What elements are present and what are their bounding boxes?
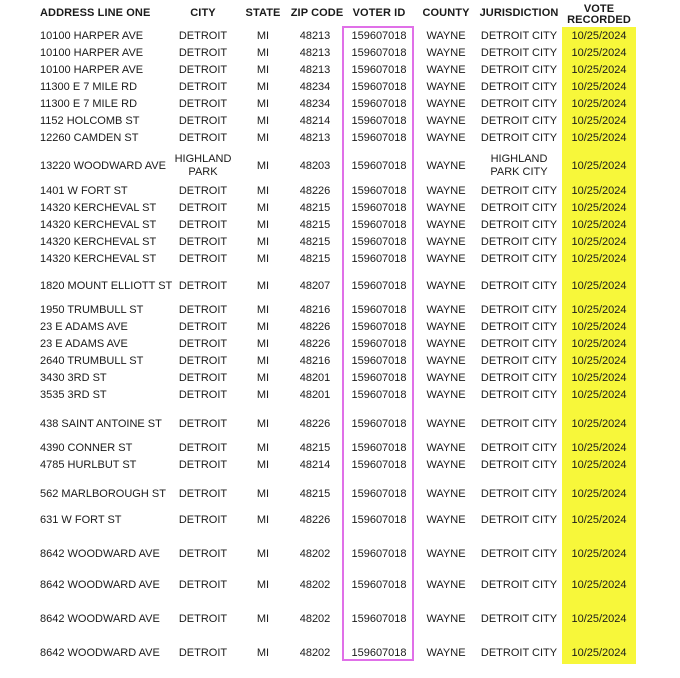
table-row [0,336,680,353]
row-county: WAYNE [426,159,466,172]
row-zip: 48213 [299,30,331,42]
row-address: 8642 WOODWARD AVE [40,612,160,625]
row-voter-id: 159607018 [351,487,407,500]
row-jurisdiction: DETROIT CITY [480,47,558,59]
row-voter-id: 159607018 [351,547,407,560]
row-vote-recorded: 10/25/2024 [571,547,627,560]
row-voter-id: 159607018 [351,459,407,471]
row-voter-id: 159607018 [351,81,407,93]
row-jurisdiction: DETROIT CITY [480,578,558,591]
row-jurisdiction: DETROIT CITY [480,442,558,454]
header-county: COUNTY [422,7,470,19]
row-zip: 48201 [299,372,331,384]
row-county: WAYNE [426,47,466,59]
row-city: DETROIT [178,279,228,292]
row-jurisdiction: DETROIT CITY [480,417,558,430]
row-zip: 48215 [299,442,331,454]
row-vote-recorded: 10/25/2024 [571,321,627,333]
row-address: 10100 HARPER AVE [40,47,144,59]
row-city: DETROIT [178,372,228,384]
row-address: 631 W FORT ST [40,513,122,526]
row-state: MI [256,202,270,214]
row-state: MI [256,279,270,292]
row-state: MI [256,487,270,500]
row-vote-recorded: 10/25/2024 [571,304,627,316]
row-voter-id: 159607018 [351,185,407,197]
row-zip: 48202 [299,547,331,560]
row-jurisdiction: DETROIT CITY [480,321,558,333]
row-voter-id: 159607018 [351,115,407,127]
row-address: 562 MARLBOROUGH ST [40,487,166,500]
row-address: 4785 HURLBUT ST [40,459,137,471]
row-state: MI [256,98,270,110]
table-row [0,183,680,200]
row-state: MI [256,321,270,333]
table-row [0,130,680,147]
row-jurisdiction: DETROIT CITY [480,185,558,197]
row-address: 8642 WOODWARD AVE [40,578,160,591]
row-county: WAYNE [426,81,466,93]
header-zip: ZIP CODE [290,7,344,19]
row-county: WAYNE [426,64,466,76]
row-vote-recorded: 10/25/2024 [571,30,627,42]
row-voter-id: 159607018 [351,417,407,430]
row-address: 10100 HARPER AVE [40,64,144,76]
row-county: WAYNE [426,487,466,500]
row-city: DETROIT [178,132,228,144]
row-city: DETROIT [178,30,228,42]
row-jurisdiction: DETROIT CITY [480,612,558,625]
row-county: WAYNE [426,253,466,265]
row-vote-recorded: 10/25/2024 [571,355,627,367]
row-zip: 48234 [299,98,331,110]
row-county: WAYNE [426,355,466,367]
row-address: 3430 3RD ST [40,372,107,384]
row-jurisdiction: DETROIT CITY [480,459,558,471]
table-row [0,387,680,404]
row-zip: 48202 [299,646,331,659]
row-zip: 48215 [299,219,331,231]
row-county: WAYNE [426,578,466,591]
table-row [0,251,680,268]
row-address: 13220 WOODWARD AVE [40,159,166,172]
row-city: DETROIT [178,98,228,110]
row-city: DETROIT [178,304,228,316]
row-voter-id: 159607018 [351,321,407,333]
row-state: MI [256,81,270,93]
row-county: WAYNE [426,115,466,127]
row-zip: 48213 [299,64,331,76]
row-zip: 48226 [299,513,331,526]
row-county: WAYNE [426,513,466,526]
row-address: 14320 KERCHEVAL ST [40,253,157,265]
row-address: 3535 3RD ST [40,389,107,401]
row-county: WAYNE [426,202,466,214]
table-row [0,28,680,45]
row-zip: 48202 [299,578,331,591]
row-voter-id: 159607018 [351,159,407,172]
row-voter-id: 159607018 [351,442,407,454]
table-row [0,319,680,336]
row-state: MI [256,132,270,144]
row-state: MI [256,372,270,384]
row-city: DETROIT [178,513,228,526]
row-state: MI [256,115,270,127]
row-city: DETROIT [178,459,228,471]
row-zip: 48213 [299,132,331,144]
table-row [0,633,680,673]
row-jurisdiction: DETROIT CITY [480,355,558,367]
row-vote-recorded: 10/25/2024 [571,115,627,127]
table-row [0,410,680,438]
row-zip: 48214 [299,115,331,127]
row-zip: 48234 [299,81,331,93]
row-county: WAYNE [426,338,466,350]
row-city: DETROIT [178,219,228,231]
row-voter-id: 159607018 [351,236,407,248]
row-state: MI [256,219,270,231]
row-county: WAYNE [426,132,466,144]
row-city: DETROIT [178,236,228,248]
row-county: WAYNE [426,459,466,471]
row-city: DETROIT [178,442,228,454]
row-voter-id: 159607018 [351,389,407,401]
table-row [0,302,680,319]
row-vote-recorded: 10/25/2024 [571,389,627,401]
row-vote-recorded: 10/25/2024 [571,64,627,76]
table-row [0,62,680,79]
row-vote-recorded: 10/25/2024 [571,132,627,144]
table-row [0,480,680,508]
row-address: 1820 MOUNT ELLIOTT ST [40,279,173,292]
row-state: MI [256,236,270,248]
row-state: MI [256,64,270,76]
row-county: WAYNE [426,612,466,625]
row-jurisdiction: DETROIT CITY [480,279,558,292]
row-zip: 48213 [299,47,331,59]
row-city: DETROIT [178,338,228,350]
row-address: 23 E ADAMS AVE [40,321,128,333]
row-state: MI [256,612,270,625]
row-city: DETROIT [178,253,228,265]
row-county: WAYNE [426,389,466,401]
row-county: WAYNE [426,372,466,384]
row-voter-id: 159607018 [351,132,407,144]
table-row [0,370,680,387]
row-voter-id: 159607018 [351,372,407,384]
row-city: DETROIT [178,646,228,659]
row-address: 11300 E 7 MILE RD [40,81,138,93]
row-voter-id: 159607018 [351,64,407,76]
row-zip: 48207 [299,279,331,292]
row-zip: 48226 [299,417,331,430]
table-row [0,506,680,534]
row-county: WAYNE [426,321,466,333]
row-state: MI [256,646,270,659]
row-vote-recorded: 10/25/2024 [571,202,627,214]
row-vote-recorded: 10/25/2024 [571,159,627,172]
row-address: 23 E ADAMS AVE [40,338,128,350]
table-row [0,96,680,113]
row-city: DETROIT [178,47,228,59]
row-vote-recorded: 10/25/2024 [571,236,627,248]
row-address: 8642 WOODWARD AVE [40,646,160,659]
row-zip: 48215 [299,487,331,500]
row-voter-id: 159607018 [351,253,407,265]
row-zip: 48202 [299,612,331,625]
row-voter-id: 159607018 [351,646,407,659]
row-voter-id: 159607018 [351,304,407,316]
row-address: 14320 KERCHEVAL ST [40,236,157,248]
row-jurisdiction: DETROIT CITY [480,98,558,110]
row-jurisdiction: DETROIT CITY [480,487,558,500]
row-state: MI [256,547,270,560]
row-county: WAYNE [426,98,466,110]
row-state: MI [256,442,270,454]
row-address: 438 SAINT ANTOINE ST [40,417,162,430]
row-county: WAYNE [426,547,466,560]
row-address: 11300 E 7 MILE RD [40,98,138,110]
row-vote-recorded: 10/25/2024 [571,185,627,197]
row-county: WAYNE [426,442,466,454]
row-city: DETROIT [178,547,228,560]
row-county: WAYNE [426,279,466,292]
table-row [0,147,680,185]
row-county: WAYNE [426,30,466,42]
row-voter-id: 159607018 [351,219,407,231]
row-jurisdiction: DETROIT CITY [480,389,558,401]
row-state: MI [256,30,270,42]
row-state: MI [256,513,270,526]
row-state: MI [256,185,270,197]
row-state: MI [256,253,270,265]
row-city: DETROIT [178,612,228,625]
row-zip: 48214 [299,459,331,471]
row-state: MI [256,355,270,367]
row-jurisdiction: DETROIT CITY [480,30,558,42]
row-state: MI [256,47,270,59]
row-vote-recorded: 10/25/2024 [571,513,627,526]
row-city: DETROIT [178,321,228,333]
table-row [0,200,680,217]
row-vote-recorded: 10/25/2024 [571,98,627,110]
row-county: WAYNE [426,185,466,197]
row-city: DETROIT [178,487,228,500]
row-jurisdiction: DETROIT CITY [480,338,558,350]
row-vote-recorded: 10/25/2024 [571,279,627,292]
table-row [0,457,680,474]
row-county: WAYNE [426,219,466,231]
row-jurisdiction: DETROIT CITY [480,547,558,560]
row-voter-id: 159607018 [351,279,407,292]
row-county: WAYNE [426,304,466,316]
row-voter-id: 159607018 [351,513,407,526]
row-voter-id: 159607018 [351,355,407,367]
row-city: DETROIT [178,185,228,197]
table-row [0,217,680,234]
row-city: DETROIT [178,355,228,367]
row-jurisdiction: DETROIT CITY [480,219,558,231]
row-voter-id: 159607018 [351,612,407,625]
row-vote-recorded: 10/25/2024 [571,338,627,350]
row-vote-recorded: 10/25/2024 [571,646,627,659]
row-zip: 48215 [299,253,331,265]
table-row [0,79,680,96]
row-county: WAYNE [426,236,466,248]
row-address: 1401 W FORT ST [40,185,128,197]
row-vote-recorded: 10/25/2024 [571,47,627,59]
row-jurisdiction: DETROIT CITY [480,646,558,659]
row-vote-recorded: 10/25/2024 [571,487,627,500]
row-city: DETROIT [178,389,228,401]
row-city: HIGHLAND PARK [174,153,232,178]
row-vote-recorded: 10/25/2024 [571,578,627,591]
row-state: MI [256,459,270,471]
row-state: MI [256,304,270,316]
row-jurisdiction: DETROIT CITY [480,132,558,144]
row-voter-id: 159607018 [351,30,407,42]
row-city: DETROIT [178,81,228,93]
row-jurisdiction: DETROIT CITY [480,81,558,93]
table-row [0,113,680,130]
header-vote-recorded: VOTE RECORDED [567,2,631,26]
table-row [0,440,680,457]
row-vote-recorded: 10/25/2024 [571,253,627,265]
row-vote-recorded: 10/25/2024 [571,417,627,430]
row-jurisdiction: HIGHLAND PARK CITY [490,153,548,178]
row-address: 14320 KERCHEVAL ST [40,219,157,231]
row-zip: 48215 [299,236,331,248]
row-zip: 48215 [299,202,331,214]
row-state: MI [256,389,270,401]
row-address: 2640 TRUMBULL ST [40,355,144,367]
row-jurisdiction: DETROIT CITY [480,115,558,127]
row-voter-id: 159607018 [351,338,407,350]
row-jurisdiction: DETROIT CITY [480,513,558,526]
row-zip: 48226 [299,338,331,350]
row-voter-id: 159607018 [351,202,407,214]
table-row [0,45,680,62]
row-address: 1152 HOLCOMB ST [40,115,140,127]
row-state: MI [256,159,270,172]
row-county: WAYNE [426,417,466,430]
header-voter-id: VOTER ID [352,7,406,19]
row-vote-recorded: 10/25/2024 [571,81,627,93]
header-city: CITY [190,7,216,19]
row-city: DETROIT [178,64,228,76]
row-vote-recorded: 10/25/2024 [571,459,627,471]
row-jurisdiction: DETROIT CITY [480,202,558,214]
row-address: 8642 WOODWARD AVE [40,547,160,560]
header-jurisdiction: JURISDICTION [479,7,559,19]
row-address: 4390 CONNER ST [40,442,133,454]
row-vote-recorded: 10/25/2024 [571,612,627,625]
header-address: ADDRESS LINE ONE [40,7,151,19]
row-zip: 48226 [299,185,331,197]
row-jurisdiction: DETROIT CITY [480,236,558,248]
row-address: 14320 KERCHEVAL ST [40,202,157,214]
row-county: WAYNE [426,646,466,659]
row-state: MI [256,578,270,591]
row-zip: 48216 [299,355,331,367]
row-jurisdiction: DETROIT CITY [480,372,558,384]
row-jurisdiction: DETROIT CITY [480,64,558,76]
row-zip: 48216 [299,304,331,316]
row-state: MI [256,417,270,430]
row-city: DETROIT [178,578,228,591]
row-vote-recorded: 10/25/2024 [571,219,627,231]
row-voter-id: 159607018 [351,47,407,59]
row-address: 10100 HARPER AVE [40,30,144,42]
row-city: DETROIT [178,115,228,127]
row-city: DETROIT [178,202,228,214]
row-address: 12260 CAMDEN ST [40,132,139,144]
row-zip: 48201 [299,389,331,401]
row-jurisdiction: DETROIT CITY [480,304,558,316]
row-vote-recorded: 10/25/2024 [571,372,627,384]
row-city: DETROIT [178,417,228,430]
table-row [0,272,680,300]
row-address: 1950 TRUMBULL ST [40,304,144,316]
row-vote-recorded: 10/25/2024 [571,442,627,454]
row-zip: 48226 [299,321,331,333]
row-zip: 48203 [299,159,331,172]
row-voter-id: 159607018 [351,98,407,110]
row-voter-id: 159607018 [351,578,407,591]
table-row [0,234,680,251]
table-row [0,353,680,370]
row-state: MI [256,338,270,350]
row-jurisdiction: DETROIT CITY [480,253,558,265]
header-state: STATE [245,7,281,19]
